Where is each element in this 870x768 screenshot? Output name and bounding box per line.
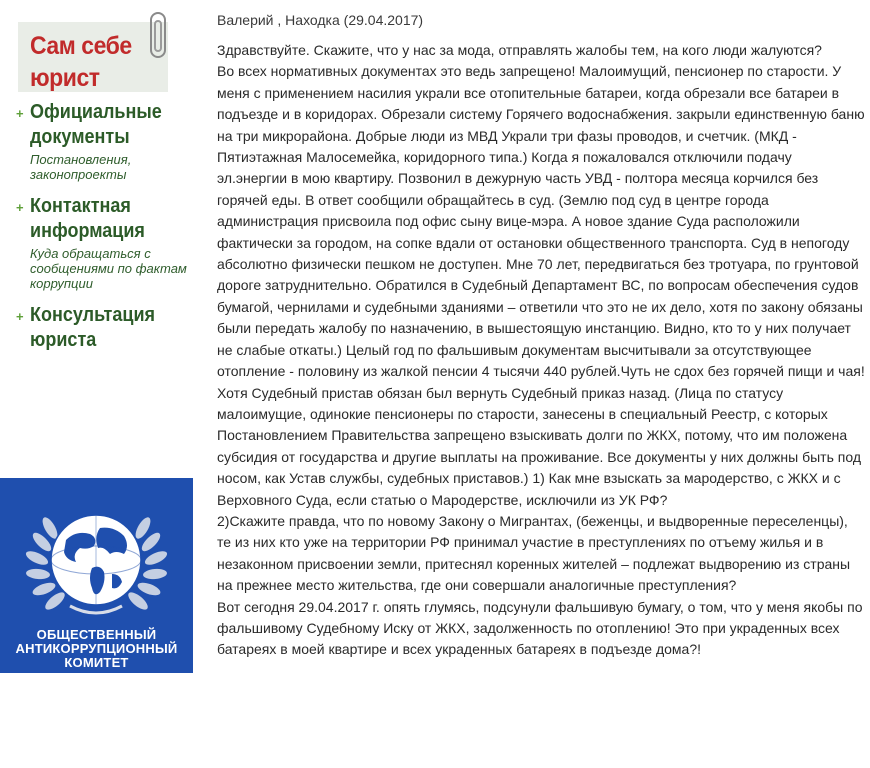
menu-item-official-documents[interactable] [16, 100, 191, 182]
sidebar [0, 0, 195, 768]
menu-item-title[interactable]: Консультация юриста [30, 304, 156, 351]
site-title-line2: юрист [30, 64, 100, 92]
site-title-line1: Сам себе [30, 32, 132, 60]
post-paragraph: 2)Скажите правда, что по новому Закону о Мигрантах, (беженцы, и выдворенные переселенцы), те из них кто уже на территории РФ принимал участие в преступлениях по отъему жилья и в незаконном присвоении земли, притеснял коренных жителей – подлежат выдворению из страны на прежнее место жительства, где они совершали аналогичные преступления? [217, 512, 851, 594]
menu-item-subtitle: Постановления, законопроекты [30, 152, 132, 182]
plus-bullet-icon: + [16, 106, 24, 121]
site-title[interactable] [30, 30, 168, 94]
menu-item-lawyer-consultation[interactable] [16, 303, 191, 353]
plus-bullet-icon: + [16, 200, 24, 215]
post-body [217, 40, 865, 661]
badge-text [0, 628, 193, 670]
menu-item-contact-info[interactable] [16, 194, 191, 291]
post-paragraph: Во всех нормативных документах это ведь запрещено! Малоимущий, пенсионер по старости. У меня с применением насилия украли все отопительные батареи, когда обрезали все батареи в подъезде и в коридорах. Обрезали систему Горячего водоснабжения. закрыли единственную баню на три микрорайона. Добрые люди из МВД Украли три фазы проводов, и счетчик. (МКД - Пятиэтажная Малосемейка, коридорного типа.) Когда я пожаловался отключили подачу эл.энергии в мою квартиру. Позвонил в дежурную часть УВД - полтора месяца корчился без горячей еды. В ответ сообщили обращайтесь в суд. (Землю под суд в центре города администрация присвоила под офис сыну вице-мэра. А новое здание Суда расположили фактически за городом, на сопке вдали от остановки общественного транспорта. Суд в непогоду абсолютно физически пешком не доступен. Мне 70 лет, передвигаться без тротуара, по грунтовой дороге затруднительно. Обратился в Судебный Департамент ВС, по вопросам обеспечения судов бумагой, чернилами и судебными зданиями – ответили что это не их дело, хотя по закону обязаны были передать жалобу по назначению, в вышестоящую инстанцию. Видно, кто то у них получает не слабые откаты.) Целый год по фальшивым документам высчитывали за отсутствующее отопление - половину из жалкой пенсии 4 тысячи 440 рублей.Чуть не сдох без горячей пищи и чая! Хотя Судебный пристав обязан был вернуть Судебный приказ назад. (Лица по статусу малоимущие, одинокие пенсионеры по старости, занесены в специальный Реестр, с которых Постановлением Правительства запрещено взыскивать долги по ЖКХ, потому, что им положена субсидия от государства и другие выплаты на проживание. Все документы у них должны быть под носом, как Устав службы, судебных приставов.) 1) Как мне взыскать за мародерство, с ЖКХ и с Верховного Суда, если статью о Мародерстве, исключили из УК РФ? [217, 63, 865, 508]
post-header: Валерий , Находка (29.04.2017) [217, 12, 424, 28]
sidebar-menu [16, 100, 191, 359]
badge-line3: КОМИТЕТ [64, 655, 129, 670]
badge-line1: ОБЩЕСТВЕННЫЙ [36, 627, 157, 642]
badge-line2: АНТИКОРРУПЦИОННЫЙ [15, 641, 178, 656]
post-paragraph: Здравствуйте. Скажите, что у нас за мода, отправлять жалобы тем, на кого люди жалуются? [217, 42, 822, 58]
menu-item-title[interactable]: Официальные документы [30, 101, 162, 148]
anticorruption-committee-banner[interactable] [0, 478, 193, 673]
menu-item-subtitle: Куда обращаться с сообщениями по фактам коррупции [30, 246, 187, 291]
menu-item-title[interactable]: Контактная информация [30, 195, 145, 242]
post-paragraph: Вот сегодня 29.04.2017 г. опять глумясь, подсунули фальшивую бумагу, о том, что у меня якобы по фальшивому Судебному Иску от ЖКХ, задолженность по отоплению! Это при украденных всех батареях в моей квартире и всех украденных батареях в подъезде дома?! [217, 598, 863, 658]
plus-bullet-icon: + [16, 309, 24, 324]
